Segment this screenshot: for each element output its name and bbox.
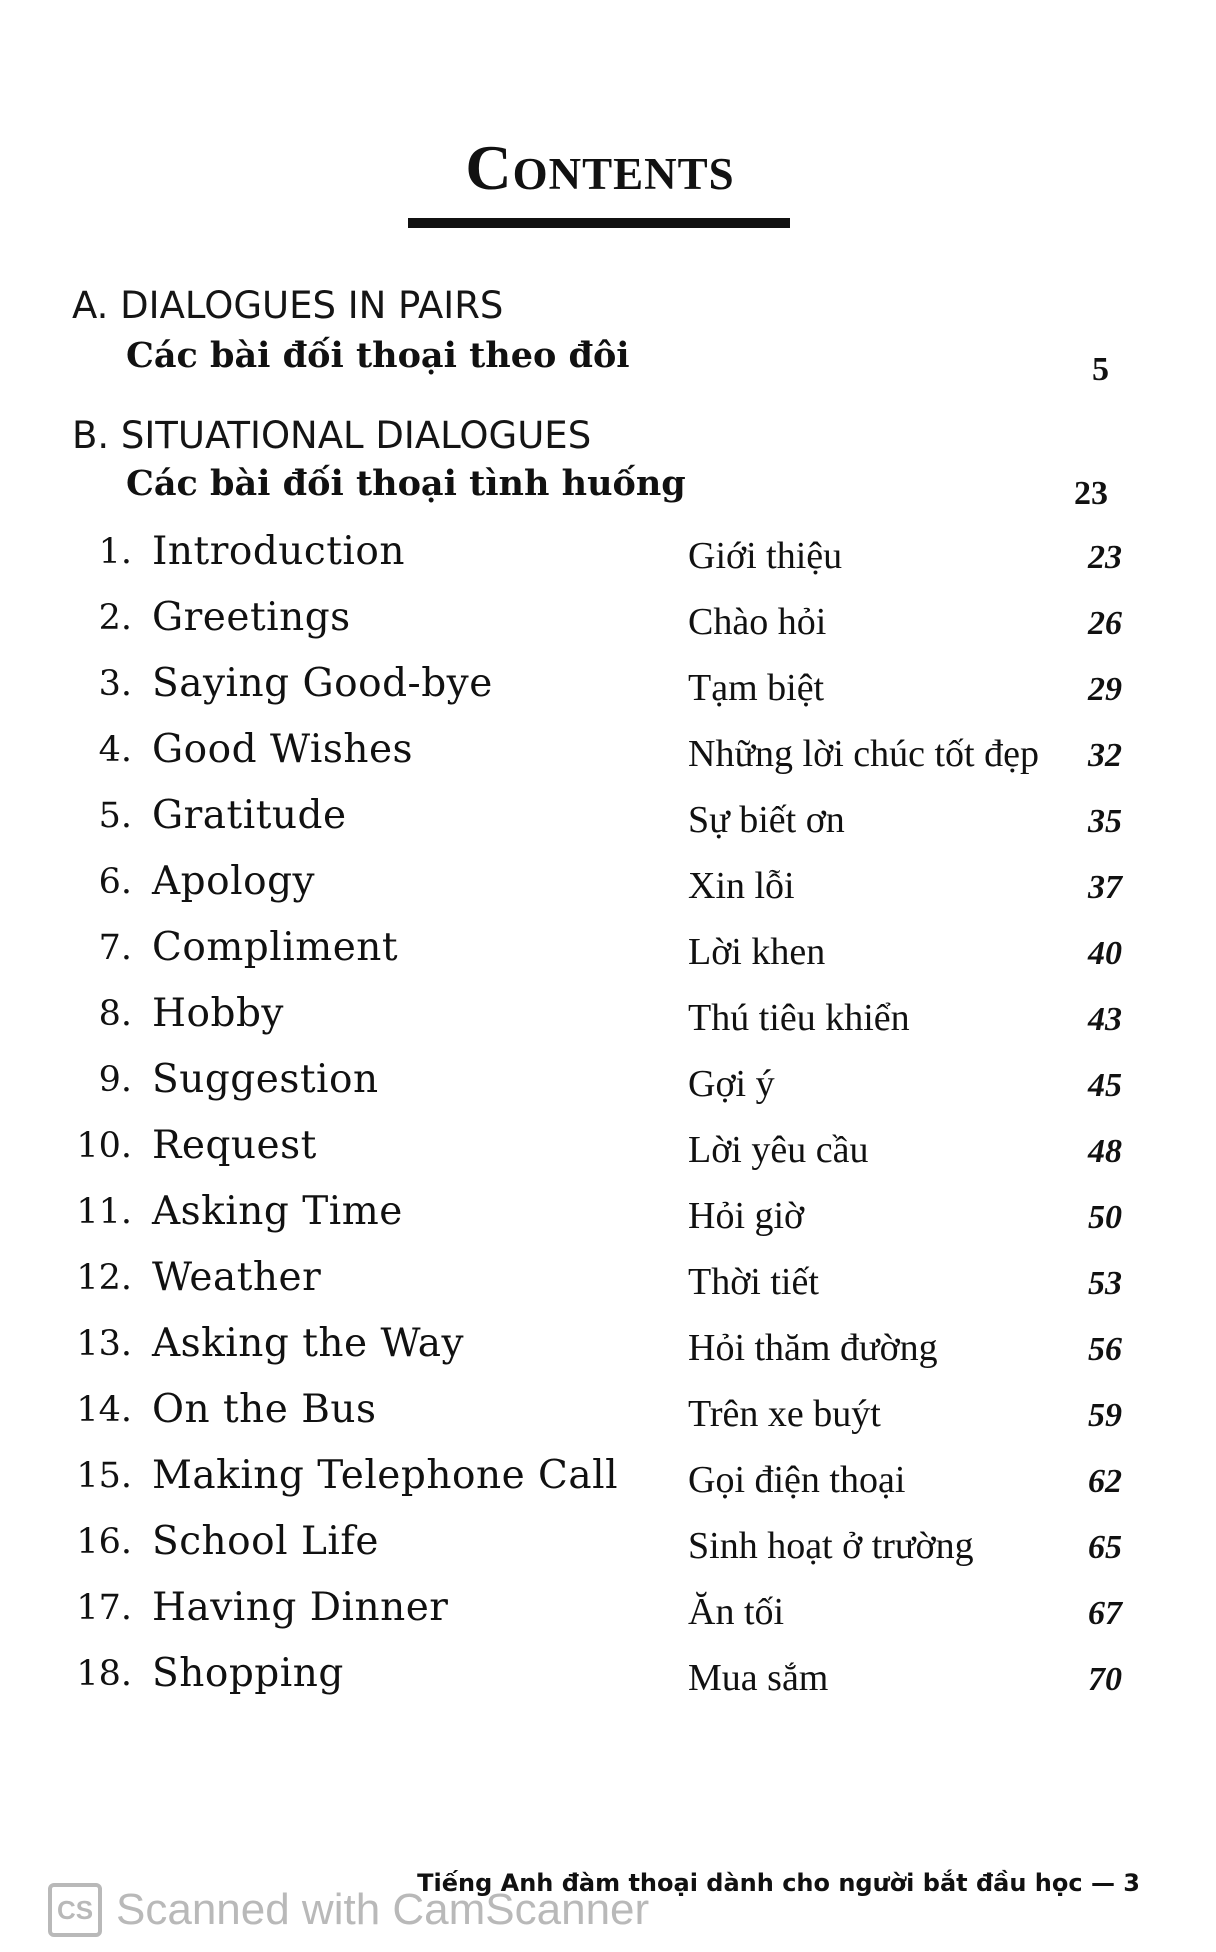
toc-entry-title-vi: Gọi điện thoại [688,1459,906,1501]
toc-entry-title-en: Greetings [152,595,351,640]
toc-entry [0,786,1216,852]
toc-entry-title-en: Hobby [152,991,284,1036]
footer-title: Tiếng Anh đàm thoại dành cho người bắt đầu học — 3 [417,1869,1140,1897]
toc-entry-title-en: Shopping [152,1651,344,1696]
toc-entry-page: 70 [1088,1661,1122,1698]
section-a-subtitle: Các bài đối thoại theo đôi [126,335,630,376]
toc-entry [0,654,1216,720]
toc-entry-title-vi: Mua sắm [688,1657,829,1699]
toc-entry-title-vi: Sự biết ơn [688,799,845,841]
toc-entry [0,1512,1216,1578]
toc-entry [0,588,1216,654]
toc-entry-title-vi: Trên xe buýt [688,1393,881,1435]
toc-entry-title-vi: Chào hỏi [688,601,827,643]
toc-entry-title-vi: Những lời chúc tốt đẹp [688,733,1039,775]
toc-entry-number: 2. [98,598,132,638]
toc-entry [0,1116,1216,1182]
toc-entry-title-en: Compliment [152,925,399,970]
toc-entry-number: 7. [98,928,132,968]
toc-entry-page: 29 [1088,671,1122,708]
toc-entry-title-en: Asking Time [152,1189,403,1234]
toc-entry-number: 15. [76,1456,132,1496]
toc-entry-title-vi: Tạm biệt [688,667,825,709]
toc-entry [0,852,1216,918]
toc-entry-title-vi: Xin lỗi [688,865,795,907]
toc-entry-number: 18. [76,1654,132,1694]
toc-entry-title-vi: Sinh hoạt ở trường [688,1525,974,1567]
toc-entry-page: 56 [1088,1331,1122,1368]
toc-entry-number: 16. [76,1522,132,1562]
toc-entry [0,1644,1216,1710]
toc-entry-page: 37 [1088,869,1122,906]
toc-entry [0,1578,1216,1644]
toc-entry [0,720,1216,786]
section-a-page: 5 [1092,351,1109,388]
toc-entry-title-vi: Gợi ý [688,1063,775,1105]
toc-entry-number: 5. [98,796,132,836]
toc-entry-number: 11. [76,1192,132,1232]
toc-entry-page: 45 [1088,1067,1122,1104]
toc-entry-title-en: Asking the Way [152,1321,465,1366]
toc-entry [0,1050,1216,1116]
toc-entry-page: 40 [1088,935,1122,972]
camscanner-watermark [48,1880,649,1940]
section-b-subtitle: Các bài đối thoại tình huống [126,463,686,504]
toc-entry-title-vi: Giới thiệu [688,535,843,577]
toc-entry-page: 67 [1088,1595,1122,1632]
section-b-page: 23 [1074,475,1108,512]
toc-entry-page: 50 [1088,1199,1122,1236]
title-underline [408,218,790,228]
toc-entry-title-vi: Ăn tối [688,1591,785,1633]
toc-entry-title-en: Apology [152,859,316,904]
toc-entry-title-vi: Thời tiết [688,1261,819,1303]
toc-entry-title-vi: Lời yêu cầu [688,1129,869,1171]
toc-entry-title-en: Good Wishes [152,727,414,772]
toc-entry-title-vi: Thú tiêu khiển [688,997,910,1039]
page-title: Contents [465,132,735,203]
toc-entry [0,918,1216,984]
toc-entry [0,1314,1216,1380]
toc-entry-title-en: Request [152,1123,317,1168]
toc-entry-title-en: Saying Good-bye [152,661,493,706]
toc-entry-title-en: Gratitude [152,793,347,838]
toc-entry-number: 6. [98,862,132,902]
toc-entry-number: 9. [98,1060,132,1100]
toc-entry-title-vi: Lời khen [688,931,826,973]
toc-entry-title-en: Having Dinner [152,1585,449,1630]
toc-entry-page: 59 [1088,1397,1122,1434]
toc-list [0,522,1216,1710]
toc-entry-title-vi: Hỏi giờ [688,1195,805,1237]
toc-entry-title-en: School Life [152,1519,379,1564]
toc-entry-page: 53 [1088,1265,1122,1302]
toc-entry-page: 65 [1088,1529,1122,1566]
toc-entry-page: 35 [1088,803,1122,840]
toc-entry-number: 1. [98,532,132,572]
toc-entry-number: 10. [76,1126,132,1166]
toc-entry-title-en: Weather [152,1255,322,1300]
toc-entry [0,1248,1216,1314]
toc-entry-title-en: Introduction [152,529,405,574]
toc-entry-number: 14. [76,1390,132,1430]
toc-entry-page: 48 [1088,1133,1122,1170]
toc-entry [0,1446,1216,1512]
toc-entry [0,1380,1216,1446]
toc-entry-number: 12. [76,1258,132,1298]
toc-entry-page: 26 [1088,605,1122,642]
camscanner-logo-icon: CS [48,1883,102,1937]
watermark-text: Scanned with CamScanner [116,1885,650,1934]
toc-entry-number: 3. [98,664,132,704]
section-b-heading: B. SITUATIONAL DIALOGUES [72,414,592,457]
toc-entry-page: 23 [1088,539,1122,576]
toc-entry-title-en: Suggestion [152,1057,379,1102]
toc-entry [0,1182,1216,1248]
section-a-heading: A. DIALOGUES IN PAIRS [72,284,504,327]
toc-entry-page: 32 [1088,737,1122,774]
toc-entry-page: 43 [1088,1001,1122,1038]
toc-entry-page: 62 [1088,1463,1122,1500]
toc-entry [0,522,1216,588]
toc-entry-number: 13. [76,1324,132,1364]
toc-entry [0,984,1216,1050]
toc-entry-number: 4. [98,730,132,770]
toc-entry-title-en: On the Bus [152,1387,377,1432]
toc-entry-title-vi: Hỏi thăm đường [688,1327,938,1369]
toc-entry-title-en: Making Telephone Call [152,1453,619,1498]
toc-entry-number: 8. [98,994,132,1034]
toc-entry-number: 17. [76,1588,132,1628]
